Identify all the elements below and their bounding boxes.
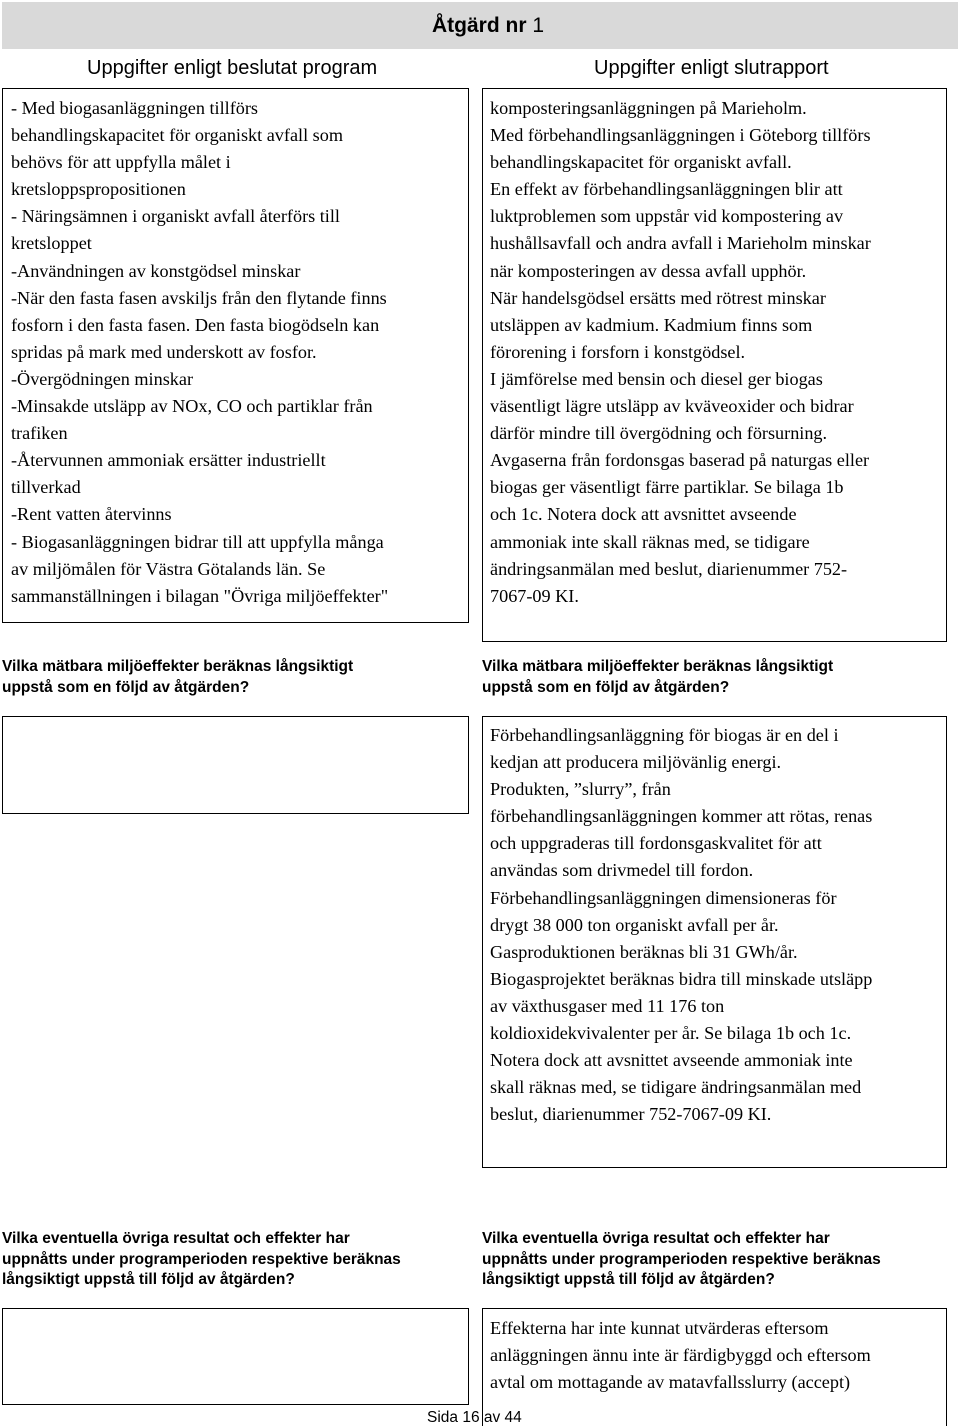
right-answer-measurable-text: Förbehandlingsanläggning för biogas är en del i kedjan att producera miljövänlig energi. Produkten, ”slurry”, från förbehandlingsanläggningen kommer att rötas, renas och uppgraderas till fordonsgaskvalitet för att användas som drivmedel till fordon. Förbehandlingsanläggningen dimensioneras för drygt 38 000 ton organiskt avfall per år. Gasproduktionen beräknas bli 31 GWh/år. Biogasprojektet beräknas bidra till minskade utsläpp av växthusgaser med 11 176 ton koldioxidekvivalenter per år. Se bilaga 1b och 1c. Notera dock att avsnittet avseende ammoniak inte skall räknas med, se tidigare ändringsanmälan med beslut, diarienummer 752-7067-09 KI. — [490, 725, 873, 1125]
right-report-text: komposteringsanläggningen på Marieholm. Med förbehandlingsanläggningen i Göteborg tillförs behandlingskapacitet för organiskt avfall. En effekt av förbehandlingsanläggningen blir att luktproblemen som uppstår vid kompostering av hushållsavfall och andra avfall i Marieholm minskar när komposteringen av dessa avfall upphör. När handelsgödsel ersätts med rötrest minskar utsläppen av kadmium. Kadmium finns som förorening i forsforn i konstgödsel. I jämförelse med bensin och diesel ger biogas väsentligt lägre utsläpp av kväveoxider och bidrar därför mindre till övergödning och försurning. Avgaserna från fordonsgas baserad på naturgas eller biogas ger väsentligt färre partiklar. Se bilaga 1b och 1c. Notera dock att avsnittet avseende ammoniak inte skall räknas med, se tidigare ändringsanmälan med beslut, diarienummer 752- 7067-09 KI. — [490, 98, 871, 606]
right-answer-other-box — [482, 1308, 947, 1426]
right-column-heading: Uppgifter enligt slutrapport — [594, 57, 829, 79]
page-title — [432, 14, 544, 38]
left-program-box — [2, 88, 469, 623]
title-label: Åtgärd nr — [432, 14, 527, 37]
left-question-measurable-effects: Vilka mätbara miljöeffekter beräknas långsiktigt uppstå som en följd av åtgärden? — [2, 658, 354, 696]
right-report-box — [482, 88, 947, 642]
page-number: Sida 16 av 44 — [427, 1409, 522, 1426]
right-answer-measurable-box — [482, 716, 947, 1168]
right-question-other-results: Vilka eventuella övriga resultat och effekter har uppnåtts under programperioden respektive beräknas långsiktigt uppstå till följd av åtgärden? — [482, 1230, 881, 1288]
right-question-measurable-effects: Vilka mätbara miljöeffekter beräknas långsiktigt uppstå som en följd av åtgärden? — [482, 658, 834, 696]
title-number: 1 — [532, 14, 545, 37]
left-answer-measurable-box — [2, 716, 469, 814]
left-program-text: - Med biogasanläggningen tillförs behandlingskapacitet för organiskt avfall som behövs för att uppfylla målet i kretsloppspropositionen - Näringsämnen i organiskt avfall återförs till kretsloppet -Användningen av konstgödsel minskar -När den fasta fasen avskiljs från den flytande finns fosforn i den fasta fasen. Den fasta biogödseln kan spridas på mark med underskott av fosfor. -Övergödningen minskar -Minsakde utsläpp av NOx, CO och partiklar från trafiken -Återvunnen ammoniak ersätter industriellt tillverkad -Rent vatten återvinns - Biogasanläggningen bidrar till att uppfylla många av miljömålen för Västra Götalands län. Se sammanställningen i bilagan "Övriga miljöeffekter" — [11, 98, 389, 606]
left-column-heading: Uppgifter enligt beslutat program — [87, 57, 378, 79]
right-answer-other-text: Effekterna har inte kunnat utvärderas eftersom anläggningen ännu inte är färdigbyggd och eftersom avtal om mottagande av matavfallsslurry (accept) — [490, 1318, 871, 1393]
left-question-other-results: Vilka eventuella övriga resultat och effekter har uppnåtts under programperioden respektive beräknas långsiktigt uppstå till följd av åtgärden? — [2, 1230, 401, 1288]
left-answer-other-box — [2, 1308, 469, 1405]
